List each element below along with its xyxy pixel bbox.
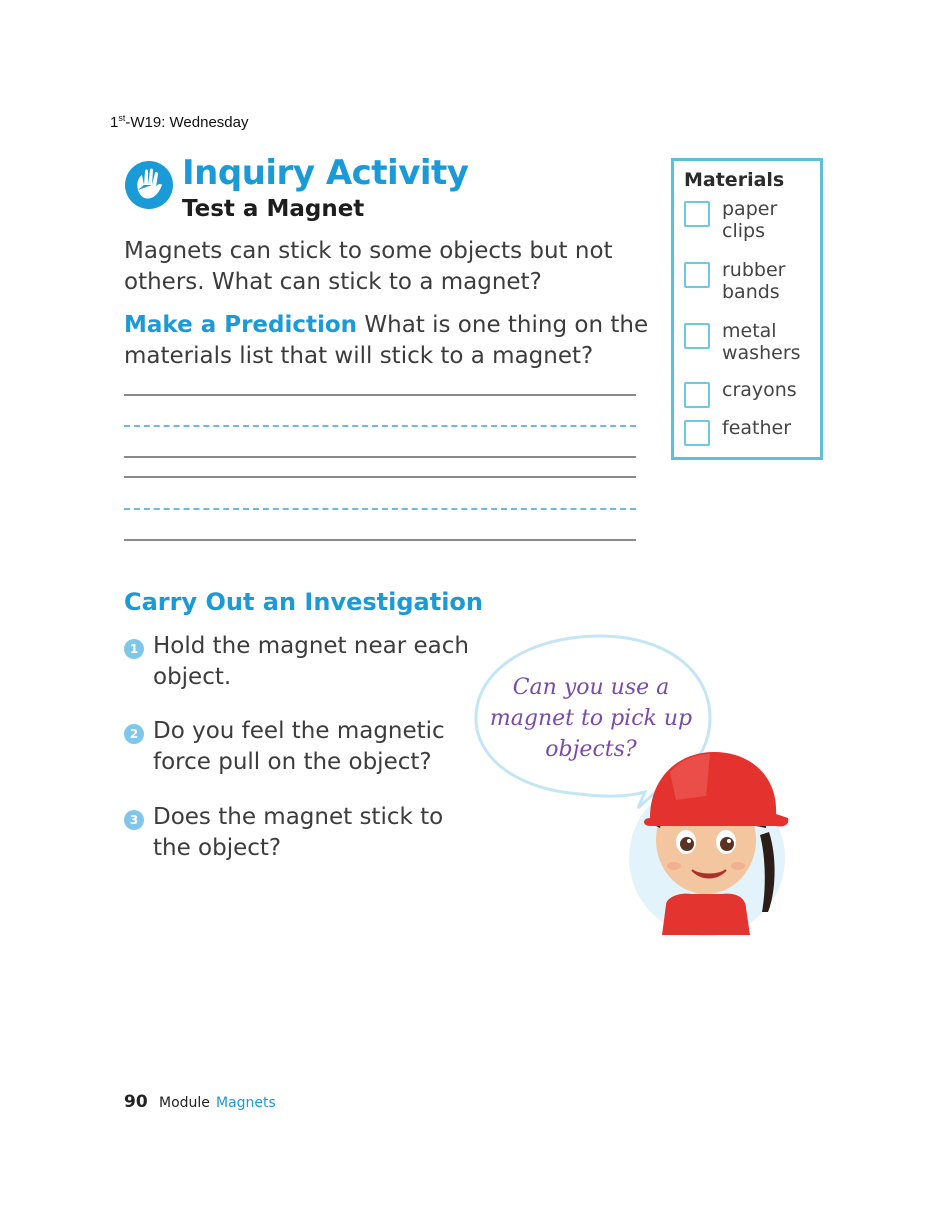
step-text: Do you feel the magnetic force pull on the object?: [153, 718, 445, 775]
speech-bubble-text: Can you use a magnet to pick up objects?: [489, 675, 693, 762]
material-label: metal washers: [722, 320, 801, 364]
step-number-badge: 3: [124, 810, 144, 830]
answer-line[interactable]: [124, 539, 636, 541]
investigation-title: Carry Out an Investigation: [124, 588, 484, 616]
page-number: 90: [124, 1092, 148, 1112]
step-text: Hold the magnet near each object.: [153, 633, 469, 690]
material-item[interactable]: [684, 198, 814, 242]
step-item: [124, 631, 484, 693]
answer-line[interactable]: [124, 476, 636, 478]
step-number-badge: 2: [124, 724, 144, 744]
footer-topic: Magnets: [216, 1095, 276, 1111]
answer-guide-line: [124, 425, 636, 427]
step-item: [124, 802, 484, 864]
material-label: feather: [722, 417, 792, 439]
intro-text: Magnets can stick to some objects but not others. What can stick to a magnet?: [124, 238, 613, 295]
material-item[interactable]: [684, 259, 814, 303]
material-checkbox[interactable]: [684, 420, 710, 446]
material-label: paper clips: [722, 198, 778, 242]
step-item: [124, 716, 484, 778]
material-item[interactable]: [684, 417, 814, 446]
prediction-question: What is one thing on the materials list that will stick to a magnet?: [124, 312, 649, 369]
shirt-icon: [662, 894, 750, 935]
material-label: crayons: [722, 379, 797, 401]
answer-guide-line: [124, 508, 636, 510]
prediction-paragraph: [124, 310, 654, 372]
activity-subtitle: Test a Magnet: [182, 196, 365, 222]
material-checkbox[interactable]: [684, 262, 710, 288]
material-checkbox[interactable]: [684, 201, 710, 227]
header-line: 1st-W19: Wednesday: [110, 113, 249, 131]
prediction-label: Make a Prediction: [124, 312, 358, 338]
material-item[interactable]: [684, 379, 814, 408]
material-checkbox[interactable]: [684, 323, 710, 349]
answer-line[interactable]: [124, 456, 636, 458]
hand-icon: [124, 160, 174, 210]
step-text: Does the magnet stick to the object?: [153, 804, 444, 861]
material-item[interactable]: [684, 320, 814, 364]
answer-line[interactable]: [124, 394, 636, 396]
activity-title: Inquiry Activity: [182, 153, 469, 193]
materials-title: Materials: [684, 169, 785, 191]
footer-module-label: Module: [159, 1095, 210, 1111]
material-checkbox[interactable]: [684, 382, 710, 408]
material-label: rubber bands: [722, 259, 786, 303]
step-number-badge: 1: [124, 639, 144, 659]
